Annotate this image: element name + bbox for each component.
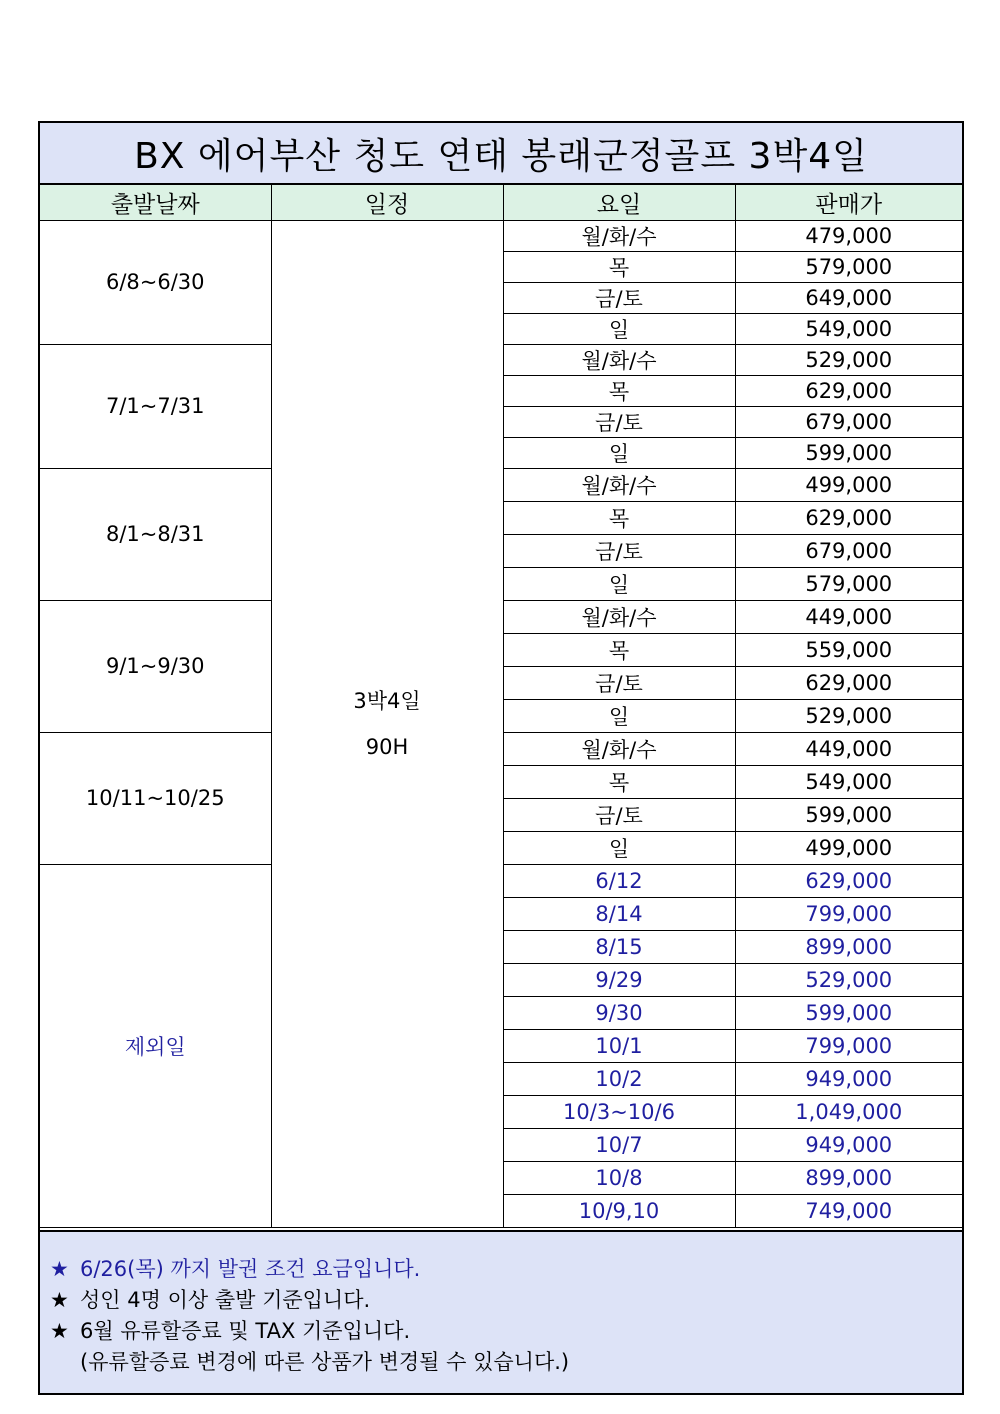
excluded-date-cell: 10/3~10/6 bbox=[503, 1095, 735, 1128]
weekday-cell: 월/화/수 bbox=[503, 468, 735, 501]
note-text: 6/26(목) 까지 발권 조건 요금입니다. bbox=[80, 1257, 421, 1281]
price-cell: 949,000 bbox=[735, 1062, 962, 1095]
header-weekday: 요일 bbox=[503, 185, 735, 220]
weekday-cell: 월/화/수 bbox=[503, 732, 735, 765]
price-cell: 529,000 bbox=[735, 344, 962, 375]
price-cell: 479,000 bbox=[735, 220, 962, 251]
price-cell: 679,000 bbox=[735, 406, 962, 437]
period-label: 9/1~9/30 bbox=[40, 600, 271, 732]
weekday-cell: 일 bbox=[503, 699, 735, 732]
period-label: 7/1~7/31 bbox=[40, 344, 271, 468]
header-price: 판매가 bbox=[735, 185, 962, 220]
header-schedule: 일정 bbox=[271, 185, 503, 220]
price-cell: 629,000 bbox=[735, 501, 962, 534]
price-cell: 559,000 bbox=[735, 633, 962, 666]
weekday-cell: 목 bbox=[503, 375, 735, 406]
price-cell: 499,000 bbox=[735, 831, 962, 864]
weekday-cell: 일 bbox=[503, 567, 735, 600]
weekday-cell: 일 bbox=[503, 831, 735, 864]
price-cell: 549,000 bbox=[735, 765, 962, 798]
star-icon: ★ bbox=[50, 1288, 69, 1312]
price-cell: 899,000 bbox=[735, 930, 962, 963]
weekday-cell: 금/토 bbox=[503, 666, 735, 699]
excluded-date-cell: 10/8 bbox=[503, 1161, 735, 1194]
price-cell: 449,000 bbox=[735, 600, 962, 633]
fare-table bbox=[40, 185, 962, 1228]
price-cell: 949,000 bbox=[735, 1128, 962, 1161]
weekday-cell: 목 bbox=[503, 251, 735, 282]
price-cell: 449,000 bbox=[735, 732, 962, 765]
fare-sheet bbox=[38, 121, 964, 1395]
schedule-cell bbox=[271, 220, 503, 1227]
star-icon: ★ bbox=[50, 1257, 69, 1281]
price-cell: 649,000 bbox=[735, 282, 962, 313]
note-text: 성인 4명 이상 출발 기준입니다. bbox=[80, 1288, 371, 1312]
note-line bbox=[50, 1254, 962, 1285]
price-cell: 599,000 bbox=[735, 996, 962, 1029]
weekday-cell: 월/화/수 bbox=[503, 600, 735, 633]
price-cell: 799,000 bbox=[735, 897, 962, 930]
weekday-cell: 월/화/수 bbox=[503, 344, 735, 375]
price-cell: 549,000 bbox=[735, 313, 962, 344]
excluded-date-cell: 8/14 bbox=[503, 897, 735, 930]
price-cell: 899,000 bbox=[735, 1161, 962, 1194]
price-cell: 529,000 bbox=[735, 963, 962, 996]
price-cell: 629,000 bbox=[735, 375, 962, 406]
weekday-cell: 금/토 bbox=[503, 534, 735, 567]
excluded-date-cell: 10/7 bbox=[503, 1128, 735, 1161]
price-cell: 599,000 bbox=[735, 437, 962, 468]
price-cell: 499,000 bbox=[735, 468, 962, 501]
excluded-date-cell: 6/12 bbox=[503, 864, 735, 897]
excluded-date-cell: 8/15 bbox=[503, 930, 735, 963]
price-cell: 579,000 bbox=[735, 567, 962, 600]
schedule-nights-days: 3박4일 bbox=[353, 688, 421, 713]
header-departure-date: 출발날짜 bbox=[40, 185, 271, 220]
price-cell: 799,000 bbox=[735, 1029, 962, 1062]
excluded-dates-label: 제외일 bbox=[40, 864, 271, 1227]
price-cell: 749,000 bbox=[735, 1194, 962, 1227]
weekday-cell: 목 bbox=[503, 633, 735, 666]
excluded-date-cell: 9/29 bbox=[503, 963, 735, 996]
weekday-cell: 일 bbox=[503, 437, 735, 468]
notes-box bbox=[40, 1230, 962, 1393]
schedule-holes: 90H bbox=[365, 734, 409, 759]
note-line bbox=[50, 1285, 962, 1316]
excluded-date-cell: 10/1 bbox=[503, 1029, 735, 1062]
price-cell: 629,000 bbox=[735, 666, 962, 699]
price-cell: 529,000 bbox=[735, 699, 962, 732]
price-cell: 1,049,000 bbox=[735, 1095, 962, 1128]
page-title: BX 에어부산 청도 연태 봉래군정골프 3박4일 bbox=[40, 123, 962, 185]
weekday-cell: 목 bbox=[503, 501, 735, 534]
excluded-date-cell: 10/2 bbox=[503, 1062, 735, 1095]
period-label: 10/11~10/25 bbox=[40, 732, 271, 864]
table-row bbox=[40, 220, 962, 251]
weekday-cell: 일 bbox=[503, 313, 735, 344]
price-cell: 599,000 bbox=[735, 798, 962, 831]
note-text: 6월 유류할증료 및 TAX 기준입니다. bbox=[80, 1319, 411, 1343]
price-cell: 629,000 bbox=[735, 864, 962, 897]
weekday-cell: 목 bbox=[503, 765, 735, 798]
excluded-date-cell: 9/30 bbox=[503, 996, 735, 1029]
note-line bbox=[50, 1316, 962, 1347]
weekday-cell: 금/토 bbox=[503, 406, 735, 437]
price-cell: 579,000 bbox=[735, 251, 962, 282]
weekday-cell: 금/토 bbox=[503, 282, 735, 313]
note-continuation: (유류할증료 변경에 따른 상품가 변경될 수 있습니다.) bbox=[80, 1350, 570, 1374]
excluded-date-cell: 10/9,10 bbox=[503, 1194, 735, 1227]
weekday-cell: 금/토 bbox=[503, 798, 735, 831]
star-icon: ★ bbox=[50, 1319, 69, 1343]
weekday-cell: 월/화/수 bbox=[503, 220, 735, 251]
price-cell: 679,000 bbox=[735, 534, 962, 567]
period-label: 6/8~6/30 bbox=[40, 220, 271, 344]
period-label: 8/1~8/31 bbox=[40, 468, 271, 600]
